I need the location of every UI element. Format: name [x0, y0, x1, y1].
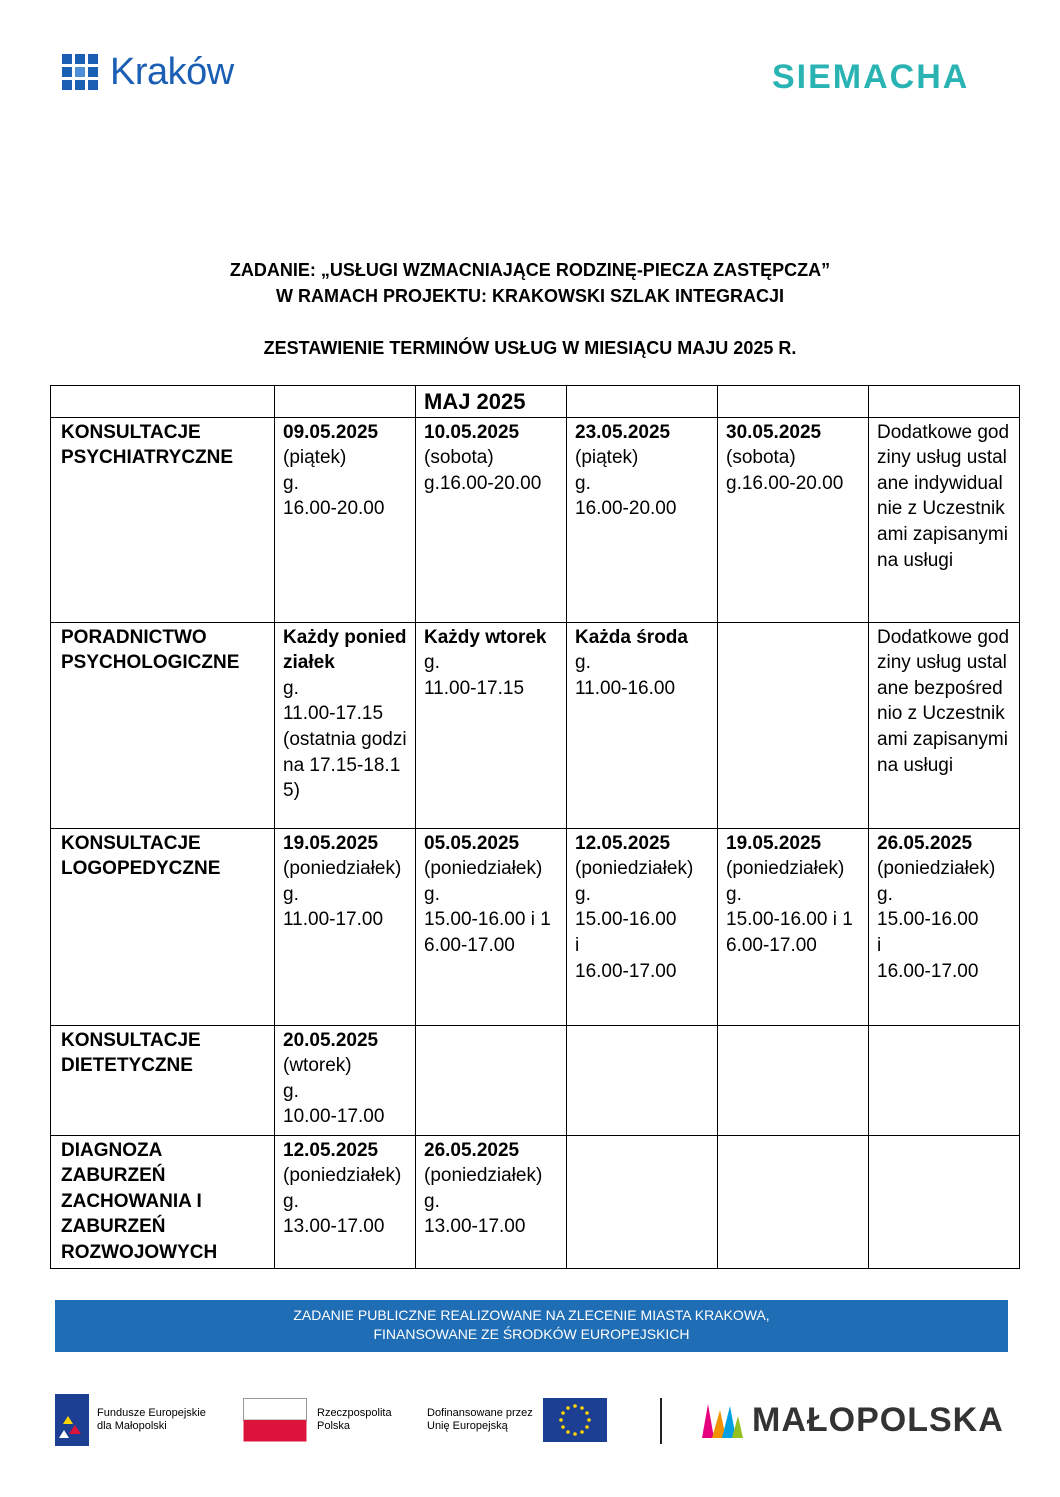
- cell-text: 11.00-16.00: [575, 677, 676, 699]
- cell-date: 05.05.2025: [424, 832, 520, 854]
- cell-text: g.: [424, 652, 440, 674]
- schedule-cell: [718, 1025, 869, 1135]
- krakow-logo-text: Kraków: [110, 50, 234, 93]
- cell-text: (poniedziałek): [424, 858, 543, 880]
- schedule-cell: [869, 622, 1020, 828]
- footer-separator: [660, 1398, 662, 1444]
- schedule-cell: [416, 622, 567, 828]
- cell-date: Każda środa: [575, 626, 688, 648]
- schedule-cell: [275, 417, 416, 622]
- table-header-cell: [275, 386, 416, 418]
- funding-banner: [55, 1300, 1008, 1352]
- polish-flag-icon: [243, 1398, 307, 1442]
- krakow-logo: [60, 50, 234, 94]
- malopolska-m-icon: [700, 1400, 744, 1440]
- cell-text: 13.00-17.00: [283, 1216, 385, 1238]
- cell-text: g.: [283, 1190, 299, 1212]
- cell-text: 13.00-17.00: [424, 1216, 526, 1238]
- cell-text: g.: [283, 883, 299, 905]
- pl-line-2: Polska: [317, 1420, 351, 1432]
- cell-date: 10.05.2025: [424, 421, 520, 443]
- service-name-cell: KONSULTACJE PSYCHIATRYCZNE: [51, 417, 275, 622]
- fe-line-2: dla Małopolski: [97, 1420, 167, 1432]
- cell-text: Dodatkowe godziny usług ustalane indywidualnie z Uczestnikami zapisanymi na usługi: [877, 421, 1010, 571]
- cell-text: (poniedziałek): [575, 858, 694, 880]
- project-title: W RAMACH PROJEKTU: KRAKOWSKI SZLAK INTEGRACJI: [276, 286, 784, 306]
- table-header-cell: [718, 386, 869, 418]
- cell-text: 11.00-17.00: [283, 909, 384, 931]
- cell-text: g.: [283, 1080, 299, 1102]
- cell-text: 16.00-17.00: [575, 960, 677, 982]
- cell-text: (poniedziałek): [726, 858, 845, 880]
- cell-text: 16.00-20.00: [283, 498, 385, 520]
- table-header-row: [51, 386, 1020, 418]
- cell-text: 16.00-17.00: [877, 960, 979, 982]
- cell-date: 19.05.2025: [283, 832, 379, 854]
- cell-text: 15.00-16.00 i 16.00-17.00: [726, 909, 853, 956]
- cell-text: g.: [726, 883, 742, 905]
- cell-text: i: [575, 934, 580, 956]
- cell-text: (sobota): [726, 447, 796, 469]
- cell-date: 30.05.2025: [726, 421, 822, 443]
- cell-text: g.16.00-20.00: [726, 472, 844, 494]
- schedule-cell: [275, 828, 416, 1025]
- banner-line-1: ZADANIE PUBLICZNE REALIZOWANE NA ZLECENIE MIASTA KRAKOWA,: [293, 1307, 770, 1323]
- cell-date: 26.05.2025: [424, 1139, 520, 1161]
- schedule-table: [50, 385, 1020, 1269]
- schedule-cell: [567, 417, 718, 622]
- table-row: [51, 828, 1020, 1025]
- table-header-cell: [567, 386, 718, 418]
- cell-text: (poniedziałek): [283, 1165, 402, 1187]
- cell-date: 23.05.2025: [575, 421, 671, 443]
- cell-text: g.: [424, 1190, 440, 1212]
- cell-text: (poniedziałek): [424, 1165, 543, 1187]
- service-name-cell: PORADNICTWO PSYCHOLOGICZNE: [51, 622, 275, 828]
- table-header-cell: [51, 386, 275, 418]
- cell-text: 15.00-16.00: [575, 909, 677, 931]
- eu-line-1: Dofinansowane przez: [427, 1407, 533, 1419]
- cell-text: g.: [283, 472, 299, 494]
- service-name-cell: KONSULTACJE LOGOPEDYCZNE: [51, 828, 275, 1025]
- cell-text: 11.00-17.15: [424, 677, 525, 699]
- cell-text: (piątek): [575, 447, 639, 469]
- cell-text: g.: [283, 677, 299, 699]
- schedule-cell: [567, 1135, 718, 1268]
- cell-text: Dodatkowe godziny usług ustalane bezpośrednio z Uczestnikami zapisanymi na usługi: [877, 626, 1010, 776]
- cell-text: 15.00-16.00: [877, 909, 979, 931]
- table-row: [51, 1025, 1020, 1135]
- cell-text: (piątek): [283, 447, 347, 469]
- banner-line-2: FINANSOWANE ZE ŚRODKÓW EUROPEJSKICH: [373, 1326, 690, 1342]
- cell-text: g.: [575, 883, 591, 905]
- siemacha-logo: SIEMACHA: [772, 58, 970, 96]
- table-row: [51, 622, 1020, 828]
- rzeczpospolita-logo: [243, 1390, 392, 1450]
- fundusze-europejskie-logo: [55, 1390, 206, 1450]
- cell-text: g.: [575, 472, 591, 494]
- fundusze-europejskie-icon: [55, 1394, 89, 1446]
- schedule-cell: [416, 1135, 567, 1268]
- table-row: [51, 417, 1020, 622]
- cell-date: 20.05.2025: [283, 1029, 379, 1051]
- schedule-cell: [567, 1025, 718, 1135]
- schedule-cell: [869, 1025, 1020, 1135]
- cell-text: g.: [877, 883, 893, 905]
- cell-text: i: [877, 934, 882, 956]
- task-title: ZADANIE: „USŁUGI WZMACNIAJĄCE RODZINĘ-PIECZA ZASTĘPCZA”: [229, 260, 831, 280]
- schedule-cell: [869, 1135, 1020, 1268]
- cell-text: g.: [424, 883, 440, 905]
- service-name-cell: DIAGNOZA ZABURZEŃ ZACHOWANIA I ZABURZEŃ ROZWOJOWYCH: [51, 1135, 275, 1268]
- schedule-cell: [567, 622, 718, 828]
- krakow-grid-icon: [60, 52, 100, 92]
- cell-text: (sobota): [424, 447, 494, 469]
- cell-text: 11.00-17.15: [283, 703, 384, 725]
- schedule-cell: [275, 1135, 416, 1268]
- cell-text: g.16.00-20.00: [424, 472, 542, 494]
- malopolska-text: MAŁOPOLSKA: [752, 1400, 1004, 1439]
- cell-date: 12.05.2025: [283, 1139, 379, 1161]
- summary-title: ZESTAWIENIE TERMINÓW USŁUG W MIESIĄCU MAJU 2025 R.: [263, 338, 797, 358]
- eu-logo: [427, 1390, 607, 1450]
- cell-date: 19.05.2025: [726, 832, 822, 854]
- cell-text: (ostatnia godzina 17.15-18.15): [283, 728, 407, 802]
- cell-text: 16.00-20.00: [575, 498, 677, 520]
- cell-date: Każdy poniedziałek: [283, 626, 407, 674]
- schedule-cell: [718, 417, 869, 622]
- cell-text: (poniedziałek): [283, 858, 402, 880]
- schedule-cell: [567, 828, 718, 1025]
- cell-date: 26.05.2025: [877, 832, 973, 854]
- cell-date: 09.05.2025: [283, 421, 379, 443]
- schedule-cell: [275, 1025, 416, 1135]
- fe-line-1: Fundusze Europejskie: [97, 1407, 206, 1419]
- schedule-cell: [718, 622, 869, 828]
- malopolska-logo: [700, 1390, 1004, 1450]
- cell-text: g.: [575, 652, 591, 674]
- cell-text: 10.00-17.00: [283, 1106, 385, 1128]
- schedule-cell: [718, 828, 869, 1025]
- service-name-cell: KONSULTACJE DIETETYCZNE: [51, 1025, 275, 1135]
- schedule-cell: [718, 1135, 869, 1268]
- cell-date: Każdy wtorek: [424, 626, 547, 648]
- cell-text: (poniedziałek): [877, 858, 996, 880]
- table-header-cell: [869, 386, 1020, 418]
- schedule-cell: [275, 622, 416, 828]
- schedule-cell: [869, 417, 1020, 622]
- cell-text: 15.00-16.00 i 16.00-17.00: [424, 909, 551, 956]
- pl-line-1: Rzeczpospolita: [317, 1407, 392, 1419]
- table-row: [51, 1135, 1020, 1268]
- schedule-cell: [416, 417, 567, 622]
- month-header: MAJ 2025: [416, 386, 567, 418]
- schedule-cell: [416, 1025, 567, 1135]
- cell-date: 12.05.2025: [575, 832, 671, 854]
- cell-text: (wtorek): [283, 1055, 352, 1077]
- eu-line-2: Unię Europejską: [427, 1420, 508, 1432]
- schedule-cell: [869, 828, 1020, 1025]
- eu-flag-icon: [543, 1398, 607, 1442]
- schedule-cell: [416, 828, 567, 1025]
